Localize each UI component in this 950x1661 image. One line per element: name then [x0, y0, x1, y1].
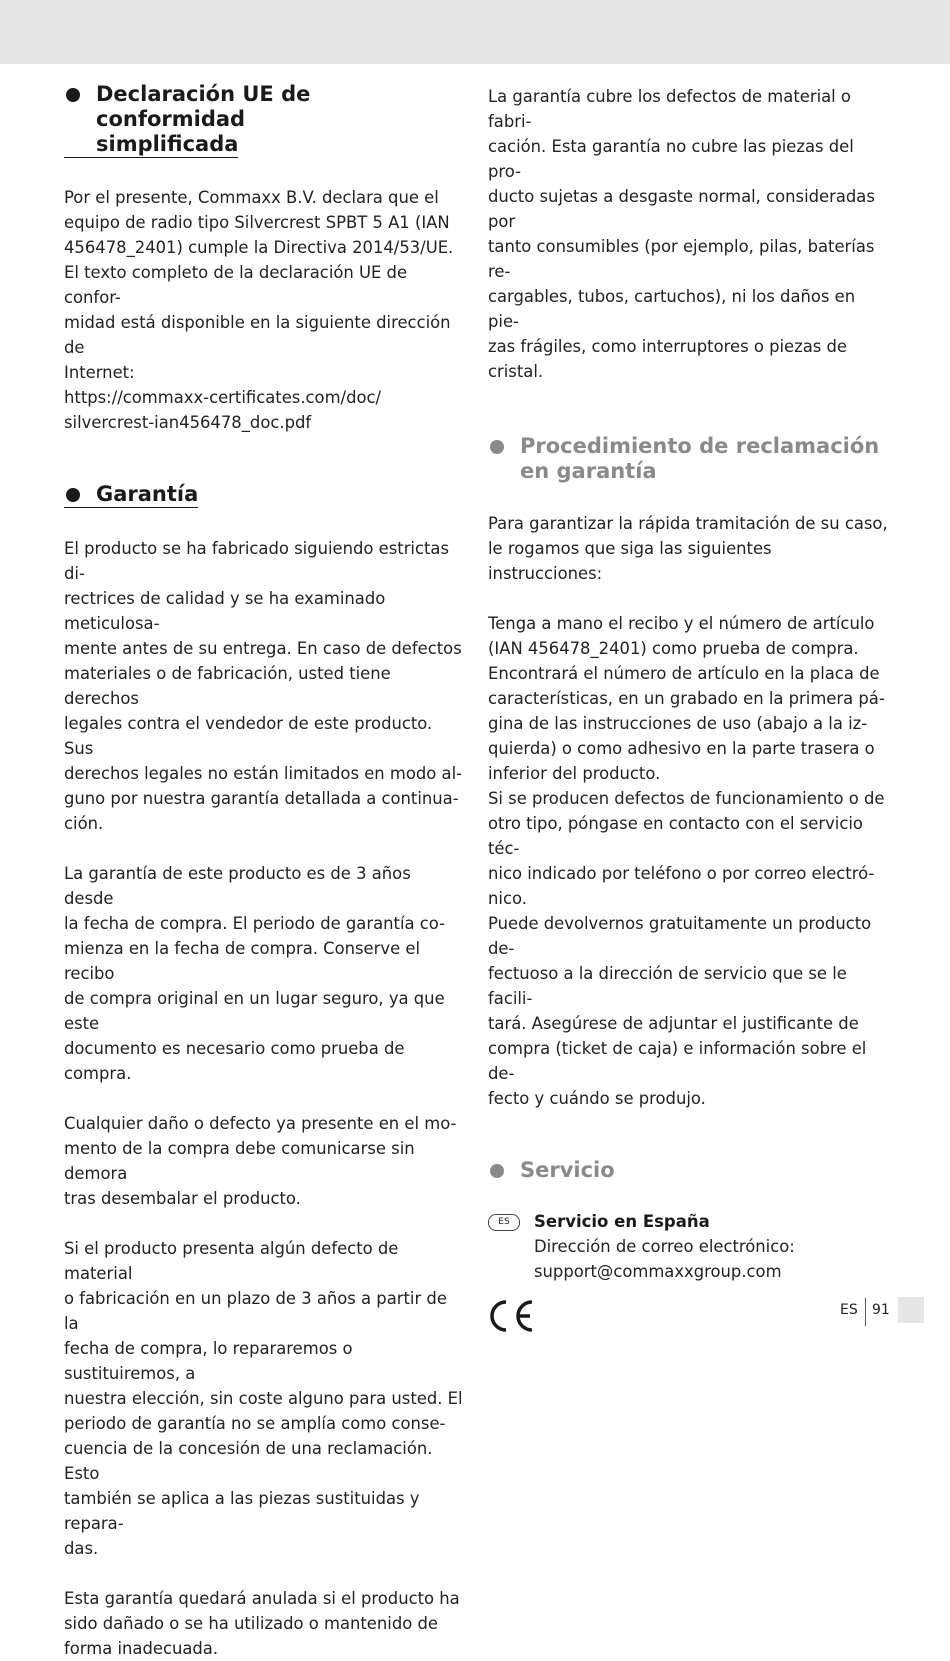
garantia-paragraph-3: Cualquier daño o defecto ya presente en el mo- mento de la compra debe comunicarse sin demora tras desembalar el producto. [64, 1114, 457, 1208]
servicio-email-label: Dirección de correo electrónico: [534, 1237, 795, 1256]
garantia-paragraph-2: La garantía de este producto es de 3 años desde la fecha de compra. El periodo de garantía co- mienza en la fecha de compra. Conserve el recibo de compra original en un lugar seguro, ya que este documento es necesario como prueba de compra. [64, 864, 446, 1083]
declaracion-heading [64, 82, 464, 158]
procedimiento-title-line1: Procedimiento de reclamación [520, 434, 880, 458]
servicio-title: Servicio [520, 1158, 615, 1182]
garantia-heading [64, 482, 464, 508]
header-bar [0, 0, 950, 64]
servicio-country-title: Servicio en España [534, 1212, 710, 1231]
bullet-icon [490, 440, 504, 454]
declaracion-body: Por el presente, Commaxx B.V. declara que el equipo de radio tipo Silvercrest SPBT 5 A1 (IAN 456478_2401) cumple la Directiva 2014/53/UE. El texto completo de la declaración UE de confor- midad está disponible en la siguiente dirección de Internet: https://commaxx-certificates.com/doc/ silvercrest-ian456478_doc.pdf [64, 188, 454, 432]
servicio-email: support@commaxxgroup.com [534, 1262, 782, 1281]
servicio-espana-block [488, 1209, 888, 1284]
ce-mark-svg [488, 1298, 536, 1334]
declaracion-title-underline [64, 132, 238, 158]
bullet-icon [490, 1164, 504, 1178]
procedimiento-paragraph-2: Tenga a mano el recibo y el número de artículo (IAN 456478_2401) como prueba de compra. Encontrará el número de artículo en la placa de características, en un grabado en la primera pá- gina de las instrucciones de uso (abajo a la iz- quierda) o como adhesivo en la parte trasera o inferior del producto. Si se producen defectos de funcionamiento o de otro tipo, póngase en contacto con el servicio téc- nico indicado por teléfono o por correo electró- nico. Puede devolvernos gratuitamente un producto de- fectuoso a la dirección de servicio que se le facili- tará. Asegúrese de adjuntar el justificante de compra (ticket de caja) e información sobre el de- fecto y cuándo se produjo. [488, 614, 885, 1108]
footer-divider [865, 1298, 866, 1326]
servicio-heading [488, 1158, 888, 1183]
procedimiento-title-line2: en garantía [520, 459, 657, 483]
left-column [64, 80, 464, 1661]
procedimiento-paragraph-1: Para garantizar la rápida tramitación de su caso, le rogamos que siga las siguientes instrucciones: [488, 514, 888, 583]
garantia-title: Garantía [96, 482, 199, 506]
garantia-paragraph-1: El producto se ha fabricado siguiendo estrictas di- rectrices de calidad y se ha examinado meticulosa- mente antes de su entrega. En caso de defectos materiales o de fabricación, usted tiene derechos legales contra el vendedor de este producto. Sus derechos legales no están limitados en modo al- guno por nuestra garantía detallada a continua- ción. [64, 539, 463, 833]
page-number: 91 [872, 1302, 890, 1318]
footer-language: ES [840, 1302, 858, 1318]
bullet-icon [66, 88, 80, 102]
ce-mark-icon [488, 1298, 536, 1334]
footer-tab [898, 1297, 924, 1323]
declaracion-title-line1: Declaración UE de conformidad [96, 82, 311, 131]
garantia-title-underline [64, 482, 198, 508]
country-badge: ES [488, 1214, 520, 1231]
garantia-paragraph-4: Si el producto presenta algún defecto de material o fabricación en un plazo de 3 años a partir de la fecha de compra, lo repararemos o sustituiremos, a nuestra elección, sin coste alguno para usted. El periodo de garantía no se amplía como conse- cuencia de la concesión de una reclamación. Esto también se aplica a las piezas sustituidas y repara- das. [64, 1239, 463, 1558]
right-column [488, 84, 888, 1334]
procedimiento-heading [488, 434, 888, 484]
bullet-icon [66, 488, 80, 502]
declaracion-title-line2: simplificada [96, 132, 239, 156]
garantia-paragraph-5: Esta garantía quedará anulada si el producto ha sido dañado o se ha utilizado o mantenido de forma inadecuada. [64, 1589, 460, 1658]
garantia-paragraph-6: La garantía cubre los defectos de material o fabri- cación. Esta garantía no cubre las piezas del pro- ducto sujetas a desgaste normal, consideradas por tanto consumibles (por ejemplo, pilas, baterías re- cargables, tubos, cartuchos), ni los daños en pie- zas frágiles, como interruptores o piezas de cristal. [488, 87, 875, 381]
